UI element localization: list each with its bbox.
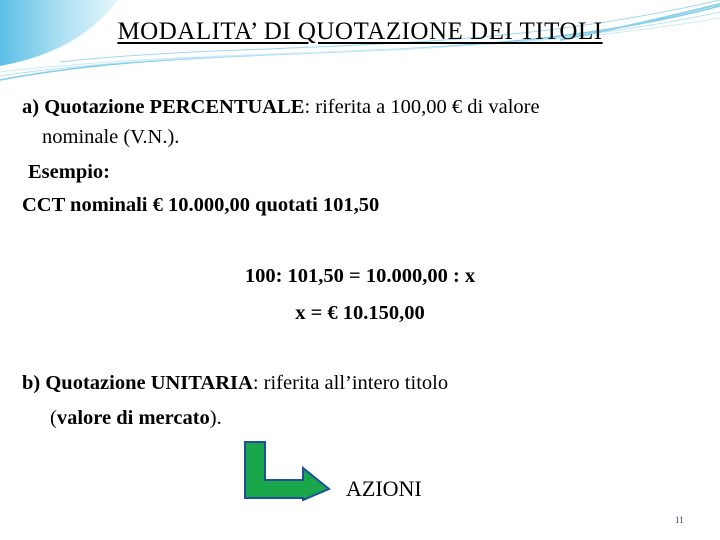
paren-close: ).	[209, 407, 222, 429]
para-a-label: a) Quotazione PERCENTUALE	[22, 96, 305, 118]
bent-arrow-icon	[243, 440, 333, 502]
para-a-text-line2: nominale (V.N.).	[42, 126, 180, 148]
page-number: 11	[675, 515, 684, 525]
example-label: Esempio:	[28, 161, 110, 183]
para-b-label: b) Quotazione UNITARIA	[22, 372, 253, 394]
para-a-line2	[42, 126, 179, 149]
azioni-label: AZIONI	[346, 476, 422, 501]
result-equation: x = € 10.150,00	[295, 302, 425, 324]
para-b-text-line1: : riferita all’intero titolo	[252, 372, 449, 394]
proportion-equation: 100: 101,50 = 10.000,00 : x	[244, 265, 476, 287]
para-b-line1	[22, 372, 448, 395]
paren-open: (	[50, 407, 57, 429]
para-a-line1	[22, 96, 540, 119]
para-b-line2	[50, 407, 222, 430]
slide-title: MODALITA’ DI QUOTAZIONE DEI TITOLI	[117, 18, 603, 45]
example-text: CCT nominali € 10.000,00 quotati 101,50	[22, 194, 380, 216]
market-value-text: valore di mercato	[56, 407, 210, 429]
para-a-text-line1: : riferita a 100,00 € di valore	[304, 96, 540, 118]
